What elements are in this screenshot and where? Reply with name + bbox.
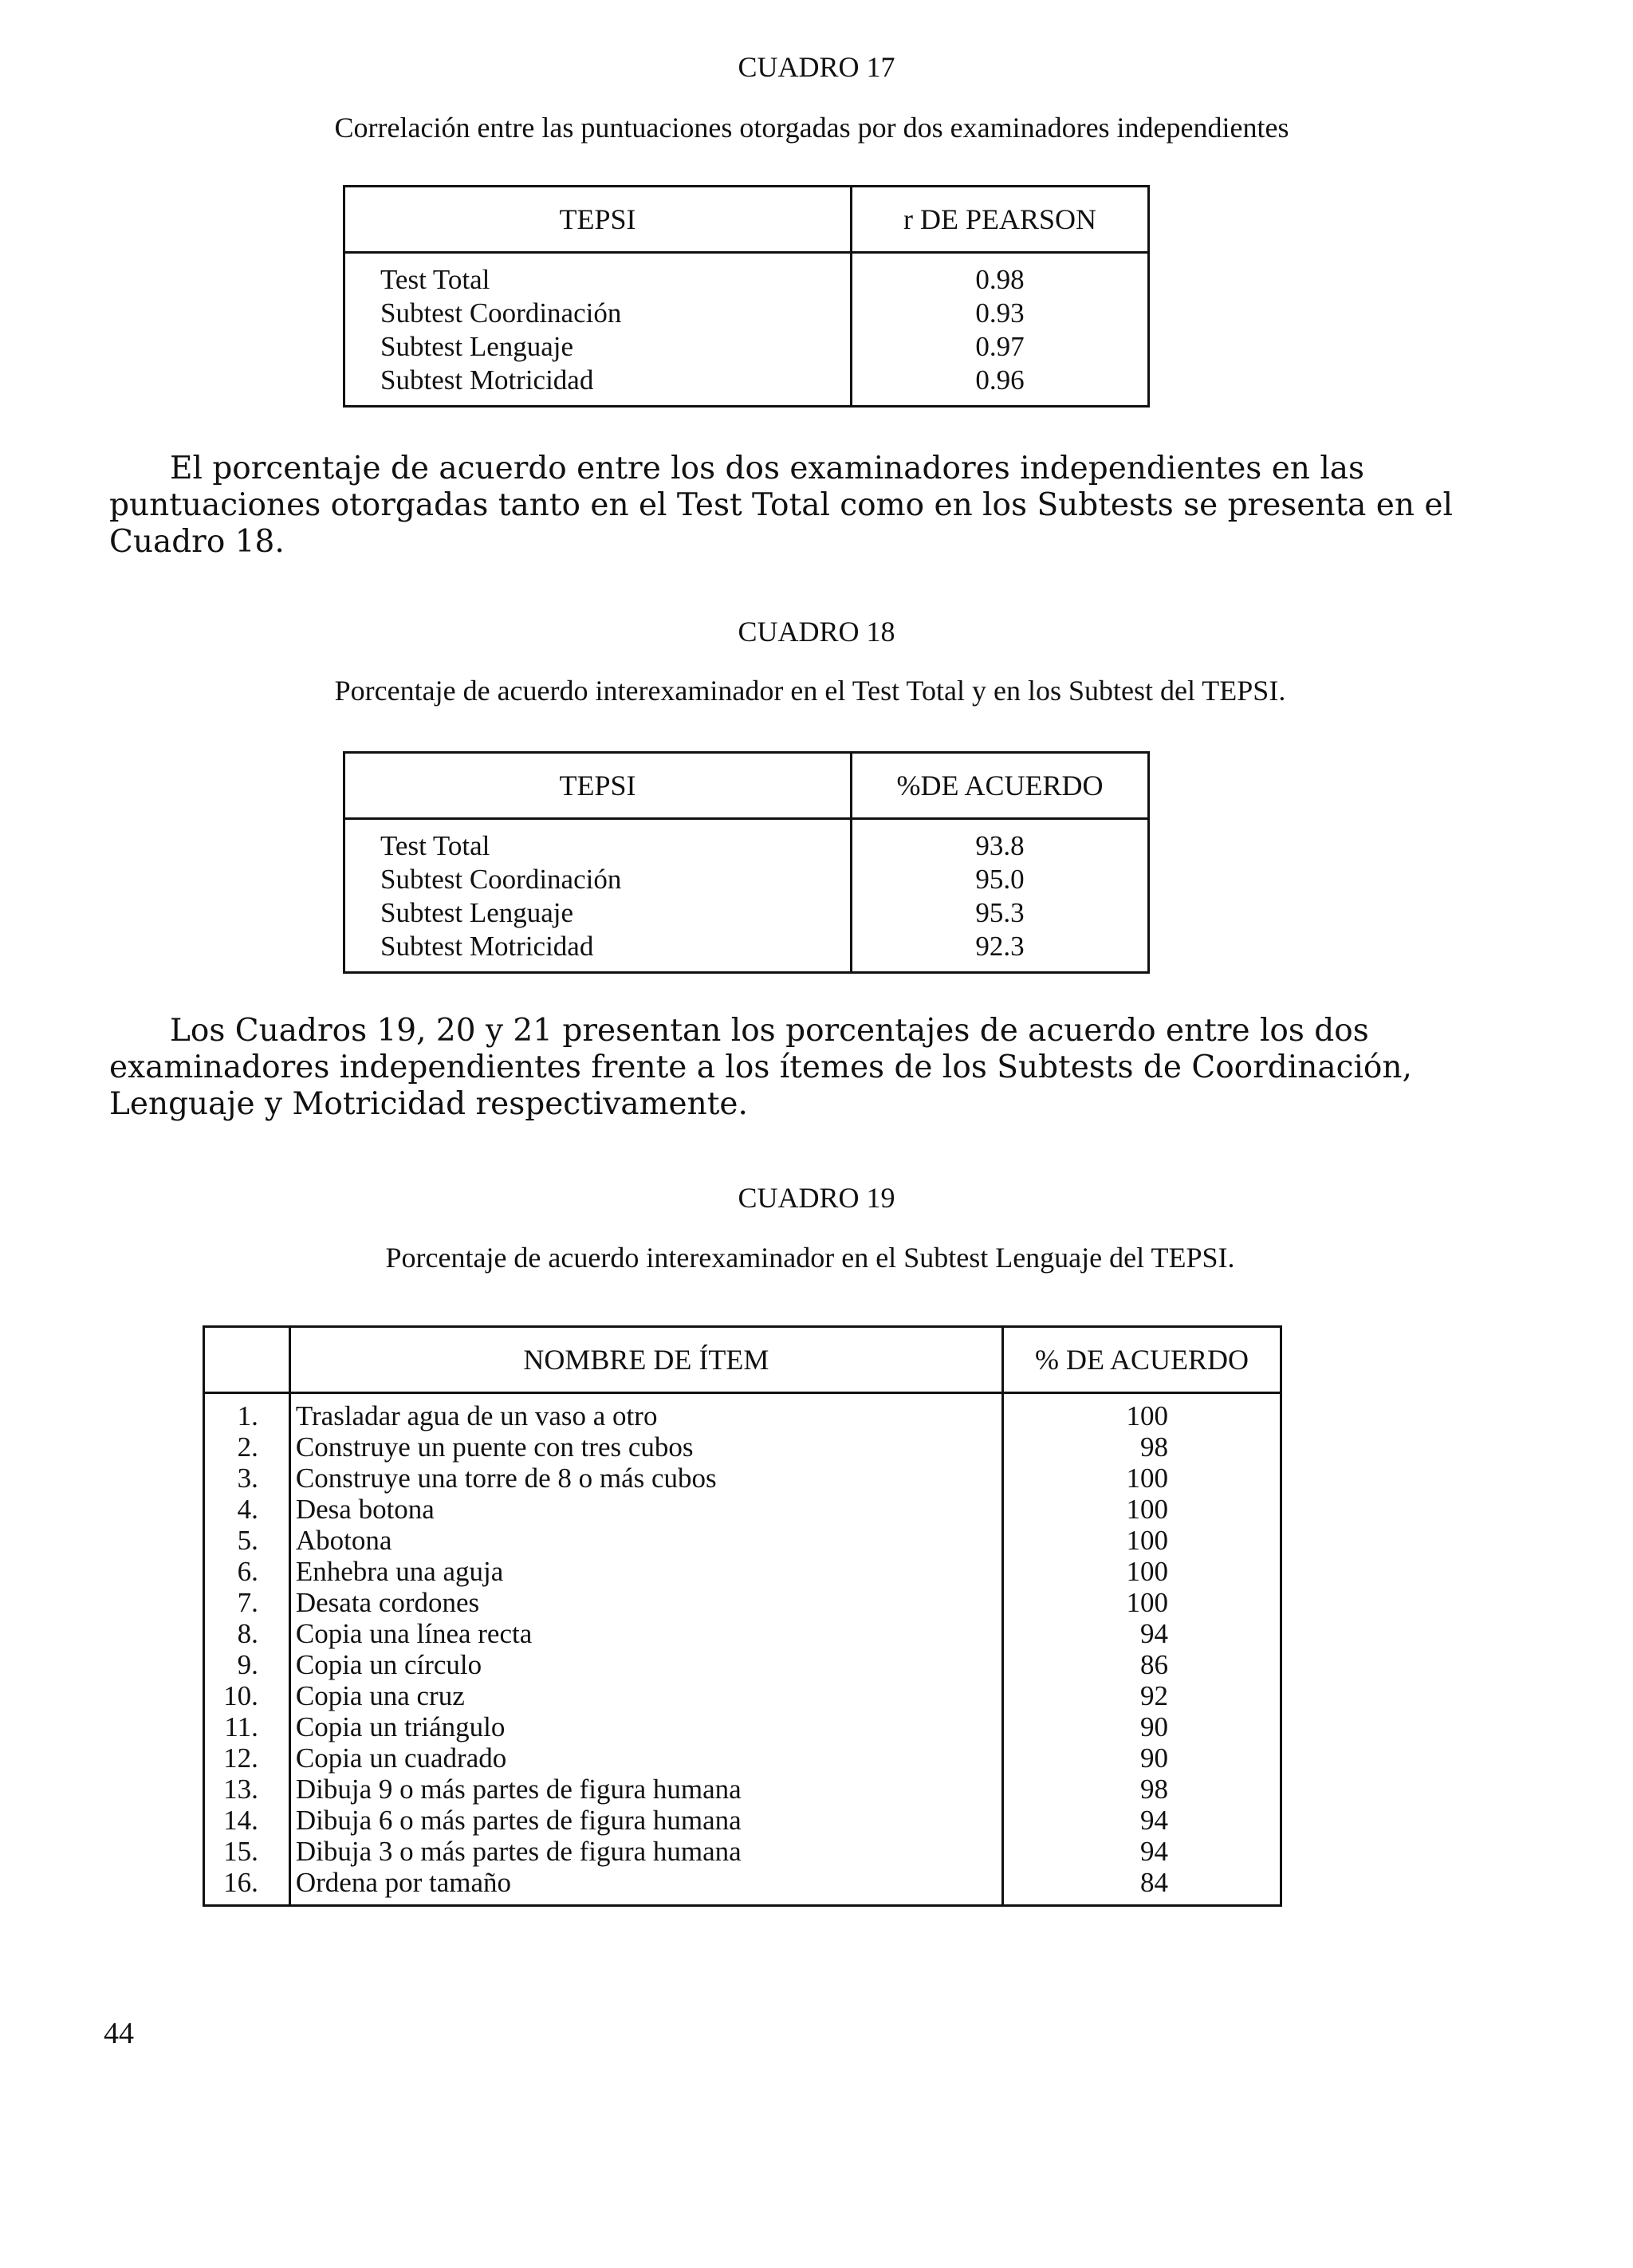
table-row bbox=[204, 1649, 1281, 1680]
item-number: 3. bbox=[204, 1463, 290, 1494]
item-pct: 100 bbox=[1002, 1587, 1281, 1618]
item-number: 2. bbox=[204, 1431, 290, 1463]
row-label: Subtest Lenguaje bbox=[344, 330, 852, 364]
item-pct: 86 bbox=[1002, 1649, 1281, 1680]
item-number: 1. bbox=[204, 1393, 290, 1432]
table-row bbox=[344, 253, 1149, 297]
header-pct-acuerdo: %DE ACUERDO bbox=[851, 753, 1148, 819]
header-nombre-item: NOMBRE DE ÍTEM bbox=[289, 1327, 1002, 1393]
item-name: Construye una torre de 8 o más cubos bbox=[289, 1463, 1002, 1494]
table-row bbox=[204, 1680, 1281, 1711]
row-label: Subtest Coordinación bbox=[344, 297, 852, 330]
cuadro-19-title: CUADRO 19 bbox=[738, 1182, 895, 1214]
page-number: 44 bbox=[104, 2017, 134, 2050]
row-value: 0.93 bbox=[852, 297, 1149, 330]
table-row bbox=[204, 1774, 1281, 1805]
item-number: 15. bbox=[204, 1836, 290, 1867]
cuadro-18-caption: Porcentaje de acuerdo interexaminador en el Test Total y en los Subtest del TEPSI. bbox=[334, 675, 1286, 707]
header-tepsi: TEPSI bbox=[344, 753, 852, 819]
table-row bbox=[344, 819, 1149, 864]
table-row bbox=[204, 1805, 1281, 1836]
table-row bbox=[204, 1587, 1281, 1618]
table-row bbox=[344, 863, 1149, 896]
table-row bbox=[204, 1836, 1281, 1867]
table-row bbox=[204, 1494, 1281, 1525]
header-r-pearson: r DE PEARSON bbox=[852, 187, 1149, 253]
table-row bbox=[204, 1867, 1281, 1906]
row-label: Test Total bbox=[344, 819, 852, 864]
item-name: Copia un cuadrado bbox=[289, 1742, 1002, 1774]
header-pct-acuerdo: % DE ACUERDO bbox=[1002, 1327, 1281, 1393]
item-name: Copia una cruz bbox=[289, 1680, 1002, 1711]
item-name: Copia un triángulo bbox=[289, 1711, 1002, 1742]
item-number: 13. bbox=[204, 1774, 290, 1805]
row-label: Subtest Motricidad bbox=[344, 930, 852, 973]
paragraph-2 bbox=[109, 1013, 1412, 1123]
item-name: Copia un círculo bbox=[289, 1649, 1002, 1680]
item-name: Ordena por tamaño bbox=[289, 1867, 1002, 1906]
item-pct: 100 bbox=[1002, 1525, 1281, 1556]
paragraph-line: Cuadro 18. bbox=[109, 524, 285, 560]
item-pct: 98 bbox=[1002, 1774, 1281, 1805]
item-name: Trasladar agua de un vaso a otro bbox=[289, 1393, 1002, 1432]
cuadro-19-caption: Porcentaje de acuerdo interexaminador en el Subtest Lenguaje del TEPSI. bbox=[385, 1242, 1235, 1274]
item-pct: 84 bbox=[1002, 1867, 1281, 1906]
row-value: 0.96 bbox=[852, 364, 1149, 407]
table-row bbox=[204, 1463, 1281, 1494]
item-number: 7. bbox=[204, 1587, 290, 1618]
paragraph-line: Lenguaje y Motricidad respectivamente. bbox=[109, 1086, 748, 1122]
paragraph-line: examinadores independientes frente a los ítemes de los Subtests de Coordinación, bbox=[109, 1049, 1412, 1085]
item-number: 6. bbox=[204, 1556, 290, 1587]
item-pct: 90 bbox=[1002, 1711, 1281, 1742]
table-row bbox=[204, 1742, 1281, 1774]
cuadro-17-table bbox=[343, 185, 1150, 408]
item-name: Construye un puente con tres cubos bbox=[289, 1431, 1002, 1463]
item-pct: 100 bbox=[1002, 1494, 1281, 1525]
table-header-row bbox=[344, 187, 1149, 253]
cuadro-18-title: CUADRO 18 bbox=[738, 616, 895, 648]
table-row bbox=[204, 1431, 1281, 1463]
item-number: 8. bbox=[204, 1618, 290, 1649]
item-number: 10. bbox=[204, 1680, 290, 1711]
table-row bbox=[204, 1556, 1281, 1587]
header-tepsi: TEPSI bbox=[344, 187, 852, 253]
item-pct: 100 bbox=[1002, 1556, 1281, 1587]
item-pct: 90 bbox=[1002, 1742, 1281, 1774]
item-pct: 94 bbox=[1002, 1805, 1281, 1836]
row-label: Test Total bbox=[344, 253, 852, 297]
item-name: Desata cordones bbox=[289, 1587, 1002, 1618]
item-name: Desa botona bbox=[289, 1494, 1002, 1525]
table-row bbox=[344, 330, 1149, 364]
paragraph-line: El porcentaje de acuerdo entre los dos examinadores independientes en las bbox=[170, 451, 1365, 486]
item-number: 4. bbox=[204, 1494, 290, 1525]
row-value: 95.0 bbox=[851, 863, 1148, 896]
item-number: 14. bbox=[204, 1805, 290, 1836]
table-header-row bbox=[204, 1327, 1281, 1393]
table-row bbox=[344, 896, 1149, 930]
row-value: 92.3 bbox=[851, 930, 1148, 973]
item-pct: 94 bbox=[1002, 1618, 1281, 1649]
row-label: Subtest Lenguaje bbox=[344, 896, 852, 930]
row-label: Subtest Motricidad bbox=[344, 364, 852, 407]
item-number: 5. bbox=[204, 1525, 290, 1556]
item-number: 12. bbox=[204, 1742, 290, 1774]
row-value: 0.97 bbox=[852, 330, 1149, 364]
item-number: 11. bbox=[204, 1711, 290, 1742]
item-name: Abotona bbox=[289, 1525, 1002, 1556]
cuadro-18-table bbox=[343, 751, 1150, 974]
item-name: Dibuja 9 o más partes de figura humana bbox=[289, 1774, 1002, 1805]
paragraph-line: Los Cuadros 19, 20 y 21 presentan los porcentajes de acuerdo entre los dos bbox=[170, 1013, 1369, 1049]
table-row bbox=[344, 364, 1149, 407]
cuadro-17-caption: Correlación entre las puntuaciones otorgadas por dos examinadores independientes bbox=[334, 112, 1289, 144]
item-pct: 94 bbox=[1002, 1836, 1281, 1867]
table-row bbox=[344, 930, 1149, 973]
row-value: 95.3 bbox=[851, 896, 1148, 930]
row-value: 93.8 bbox=[851, 819, 1148, 864]
table-row bbox=[344, 297, 1149, 330]
item-pct: 100 bbox=[1002, 1393, 1281, 1432]
item-name: Dibuja 6 o más partes de figura humana bbox=[289, 1805, 1002, 1836]
header-number bbox=[204, 1327, 290, 1393]
paragraph-line: puntuaciones otorgadas tanto en el Test Total como en los Subtests se presenta en el bbox=[109, 487, 1453, 523]
table-row bbox=[204, 1525, 1281, 1556]
item-pct: 98 bbox=[1002, 1431, 1281, 1463]
table-row bbox=[204, 1393, 1281, 1432]
table-row bbox=[204, 1618, 1281, 1649]
item-number: 9. bbox=[204, 1649, 290, 1680]
row-value: 0.98 bbox=[852, 253, 1149, 297]
item-pct: 100 bbox=[1002, 1463, 1281, 1494]
table-header-row bbox=[344, 753, 1149, 819]
table-row bbox=[204, 1711, 1281, 1742]
cuadro-19-table bbox=[203, 1325, 1282, 1907]
item-name: Enhebra una aguja bbox=[289, 1556, 1002, 1587]
paragraph-1 bbox=[109, 451, 1453, 561]
item-pct: 92 bbox=[1002, 1680, 1281, 1711]
row-label: Subtest Coordinación bbox=[344, 863, 852, 896]
cuadro-17-title: CUADRO 17 bbox=[738, 51, 895, 83]
item-number: 16. bbox=[204, 1867, 290, 1906]
item-name: Dibuja 3 o más partes de figura humana bbox=[289, 1836, 1002, 1867]
item-name: Copia una línea recta bbox=[289, 1618, 1002, 1649]
